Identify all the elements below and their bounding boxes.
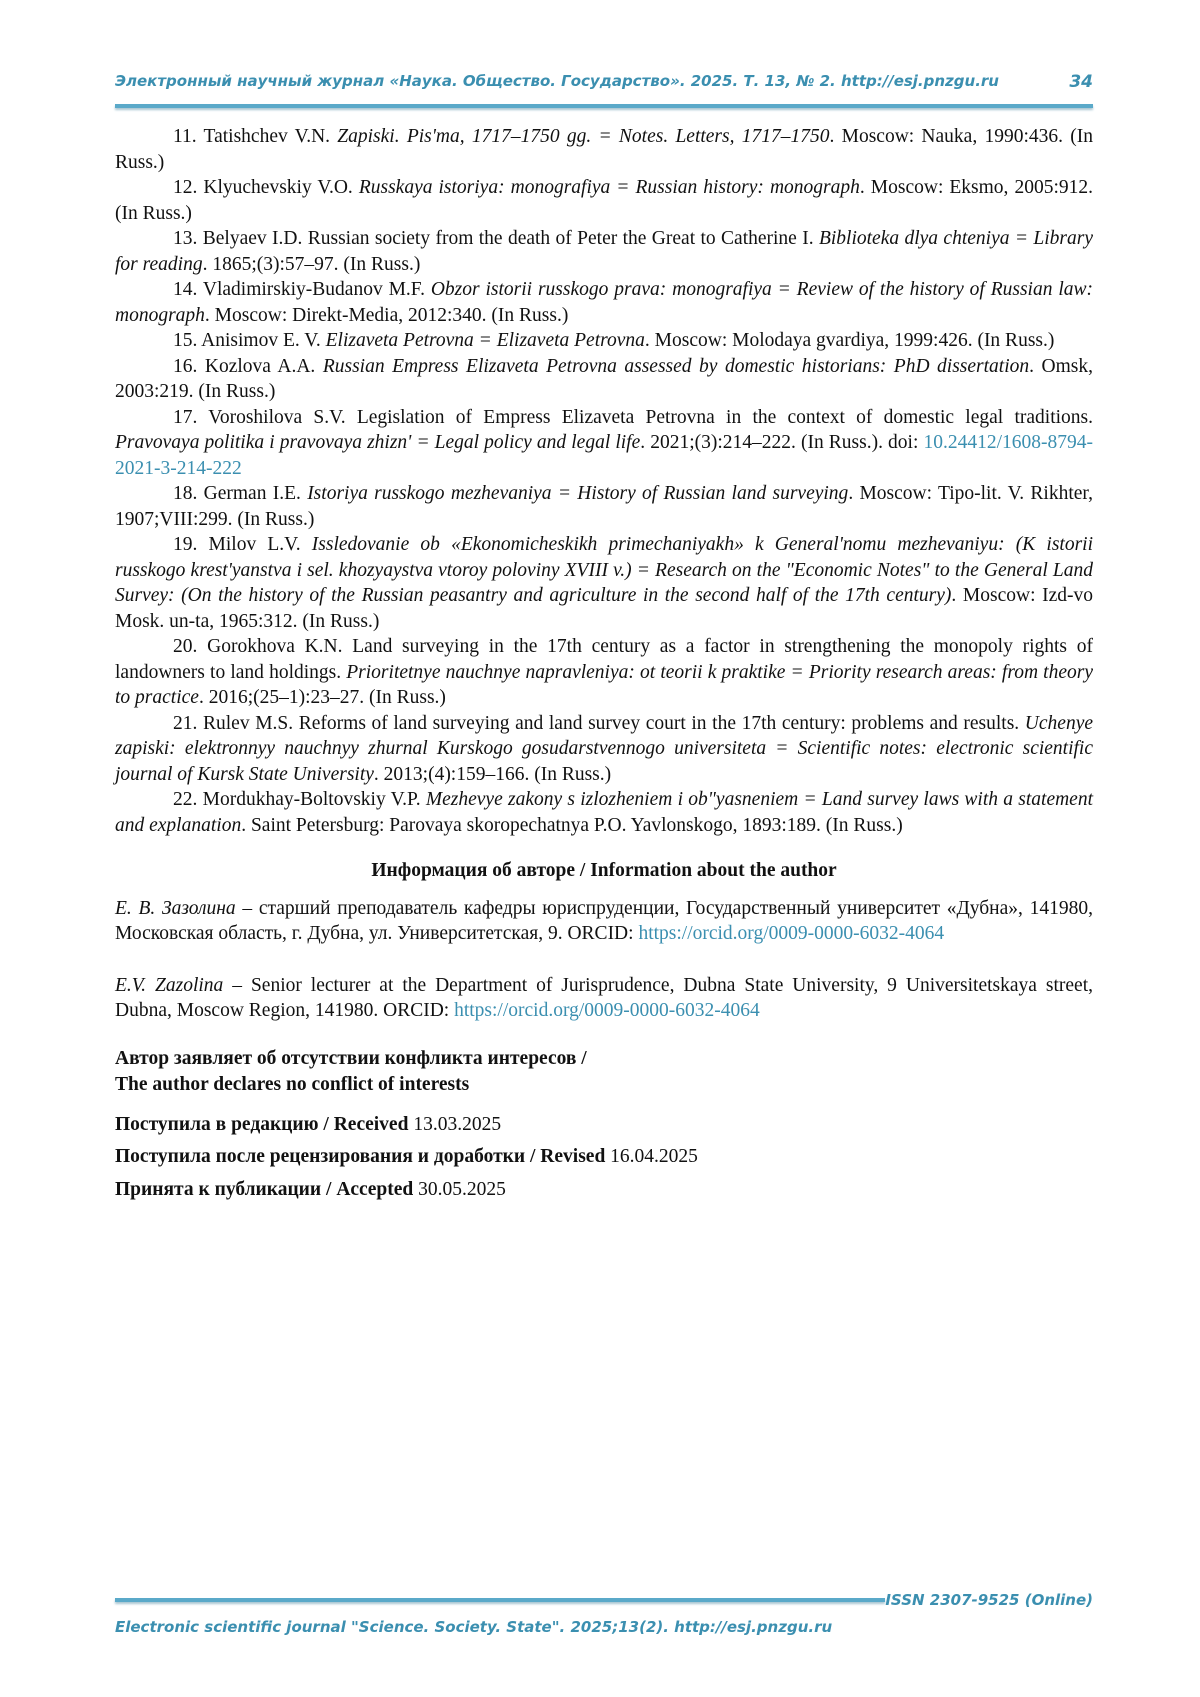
reference-item <box>115 354 1093 405</box>
reference-list <box>115 124 1093 838</box>
reference-title: Russian Empress Elizaveta Petrovna assessed by domestic historians: PhD dissertation <box>322 355 1030 377</box>
reference-item <box>115 226 1093 277</box>
revised-label: Поступила после рецензирования и доработки / Revised <box>115 1146 606 1167</box>
reference-item <box>115 787 1093 838</box>
reference-tail: . Moscow: Izd-vo Mosk. un-ta, 1965:312. (In Russ.) <box>115 585 1093 632</box>
reference-item <box>115 711 1093 788</box>
reference-tail: . 2013;(4):159–166. (In Russ.) <box>373 763 612 785</box>
running-header <box>115 72 1093 90</box>
doi-link[interactable]: 10.24412/1608-8794-2021-3-214-222 <box>115 432 1093 479</box>
reference-item <box>115 634 1093 711</box>
reference-tail: . 1865;(3):57–97. (In Russ.) <box>202 253 421 275</box>
reference-lead: 21. Rulev M.S. Reforms of land surveying and land survey court in the 17th century: problems and results. <box>173 712 1025 734</box>
conflict-line-en: The author declares no conflict of interests <box>115 1073 470 1095</box>
reference-tail: . Moscow: Eksmo, 2005:912. (In Russ.) <box>115 177 1093 224</box>
reference-lead: 17. Voroshilova S.V. Legislation of Empress Elizaveta Petrovna in the context of domestic legal traditions. <box>173 406 1093 428</box>
header-rule <box>115 104 1093 108</box>
reference-title: Zapiski. Pis'ma, 1717–1750 gg. = Notes. Letters, 1717–1750 <box>337 126 830 147</box>
page-number: 34 <box>1069 72 1093 92</box>
accepted-label: Принята к публикации / Accepted <box>115 1178 414 1200</box>
reference-lead: 22. Mordukhay-Boltovskiy V.P. <box>173 789 426 810</box>
journal-header-text: Электронный научный журнал «Наука. Общество. Государство». 2025. Т. 13, № 2. http://esj.pnzgu.ru <box>115 72 999 90</box>
received-label: Поступила в редакцию / Received <box>115 1113 409 1135</box>
reference-title: Prioritetnye nauchnye napravleniya: ot teorii k praktike = Priority research areas: from theory to practice <box>115 661 1093 708</box>
reference-title: Obzor istorii russkogo prava: monografiya = Review of the history of Russian law: monograph <box>115 279 1093 326</box>
reference-tail: . 2021;(3):214–222. (In Russ.). doi: <box>640 432 924 453</box>
reference-item <box>115 124 1093 175</box>
conflict-statement <box>115 1046 1093 1098</box>
reference-lead: 20. Gorokhova K.N. Land surveying in the 17th century as a factor in strengthening the monopoly rights of landowners to land holdings. <box>115 636 1093 683</box>
revised-date: 16.04.2025 <box>605 1146 698 1167</box>
author-info-heading: Информация об авторе / Information about the author <box>371 860 837 881</box>
orcid-link-ru[interactable]: https://orcid.org/0009-0000-6032-4064 <box>638 923 945 944</box>
reference-lead: 13. Belyaev I.D. Russian society from the death of Peter the Great to Catherine I. <box>173 228 819 249</box>
reference-title: Elizaveta Petrovna = Elizaveta Petrovna <box>325 330 645 351</box>
running-footer: Electronic scientific journal "Science. Society. State". 2025;13(2). http://esj.pnzgu.ru <box>115 1618 833 1636</box>
reference-tail: . Omsk, 2003:219. (In Russ.) <box>115 355 1094 402</box>
reference-title: Pravovaya politika i pravovaya zhizn' = Legal policy and legal life <box>115 432 641 453</box>
reference-tail: . Moscow: Nauka, 1990:436. (In Russ.) <box>115 126 1093 173</box>
reference-title: Istoriya russkogo mezhevaniya = History of Russian land surveying <box>307 483 849 504</box>
reference-item <box>115 277 1093 328</box>
author-info-en <box>115 973 1093 1024</box>
reference-lead: 16. Kozlova A.A. <box>173 355 323 377</box>
reference-tail: . Moscow: Tipo-lit. V. Rikhter, 1907;VIII:299. (In Russ.) <box>115 483 1093 530</box>
reference-lead: 19. Milov L.V. <box>173 534 312 555</box>
orcid-link-en[interactable]: https://orcid.org/0009-0000-6032-4064 <box>454 1000 760 1021</box>
reference-tail: . 2016;(25–1):23–27. (In Russ.) <box>198 687 446 708</box>
author-affiliation-ru: – старший преподаватель кафедры юриспруденции, Государственный университет «Дубна», 141980, Московская область, г. Дубна, ул. Университетская, 9. ORCID: <box>115 897 1093 944</box>
reference-lead: 15. Anisimov E. V. <box>173 330 326 351</box>
author-info-ru <box>115 896 1093 947</box>
conflict-line-ru: Автор заявляет об отсутствии конфликта интересов / <box>115 1047 587 1069</box>
reference-item <box>115 328 1093 354</box>
revised-date-row <box>115 1144 1093 1170</box>
reference-title: Mezhevye zakony s izlozheniem i ob"yasneniem = Land survey laws with a statement and explanation <box>115 789 1093 836</box>
author-affiliation-en: – Senior lecturer at the Department of Jurisprudence, Dubna State University, 9 Universitetskaya street, Dubna, Moscow Region, 141980. ORCID: <box>115 974 1093 1021</box>
reference-title: Issledovanie ob «Ekonomicheskikh primechaniyakh» k General'nomu mezhevaniyu: (K istorii russkogo krest'yanstva i sel. khozyaystva vtoroy poloviny XVIII v.) = Research on the "Economic Notes" to the General Land Survey: (On the history of the Russian peasantry and agriculture in the second half of the 17th century) <box>115 534 1093 606</box>
accepted-date-row <box>115 1177 1093 1203</box>
reference-lead: 14. Vladimirskiy-Budanov M.F. <box>173 279 431 300</box>
reference-tail: . Moscow: Molodaya gvardiya, 1999:426. (In Russ.) <box>644 330 1055 351</box>
received-date: 13.03.2025 <box>408 1113 502 1135</box>
publication-dates <box>115 1112 1093 1203</box>
reference-lead: 12. Klyuchevskiy V.O. <box>173 177 359 198</box>
reference-lead: 18. German I.E. <box>173 483 308 504</box>
reference-lead: 11. Tatishchev V.N. <box>173 126 338 147</box>
author-name-ru: Е. В. Зазолина <box>115 897 236 919</box>
reference-title: Uchenye zapiski: elektronnyy nauchnyy zhurnal Kurskogo gosudarstvennogo universiteta = Scientific notes: electronic scientific journal of Kursk State University <box>115 712 1093 785</box>
author-name-en: E.V. Zazolina <box>115 974 224 996</box>
reference-item <box>115 175 1093 226</box>
reference-title: Biblioteka dlya chteniya = Library for reading <box>115 228 1093 275</box>
reference-item <box>115 405 1093 482</box>
reference-tail: . Saint Petersburg: Parovaya skoropechatnya P.O. Yavlonskogo, 1893:189. (In Russ.) <box>241 814 903 836</box>
footer-rule <box>115 1598 885 1602</box>
reference-tail: . Moscow: Direkt-Media, 2012:340. (In Russ.) <box>204 304 569 326</box>
reference-item <box>115 532 1093 634</box>
accepted-date: 30.05.2025 <box>413 1178 506 1200</box>
page-content <box>115 124 1093 1209</box>
received-date-row <box>115 1112 1093 1138</box>
reference-title: Russkaya istoriya: monografiya = Russian history: monograph <box>358 177 860 198</box>
reference-item <box>115 481 1093 532</box>
issn-label: ISSN 2307-9525 (Online) <box>885 1591 1093 1609</box>
